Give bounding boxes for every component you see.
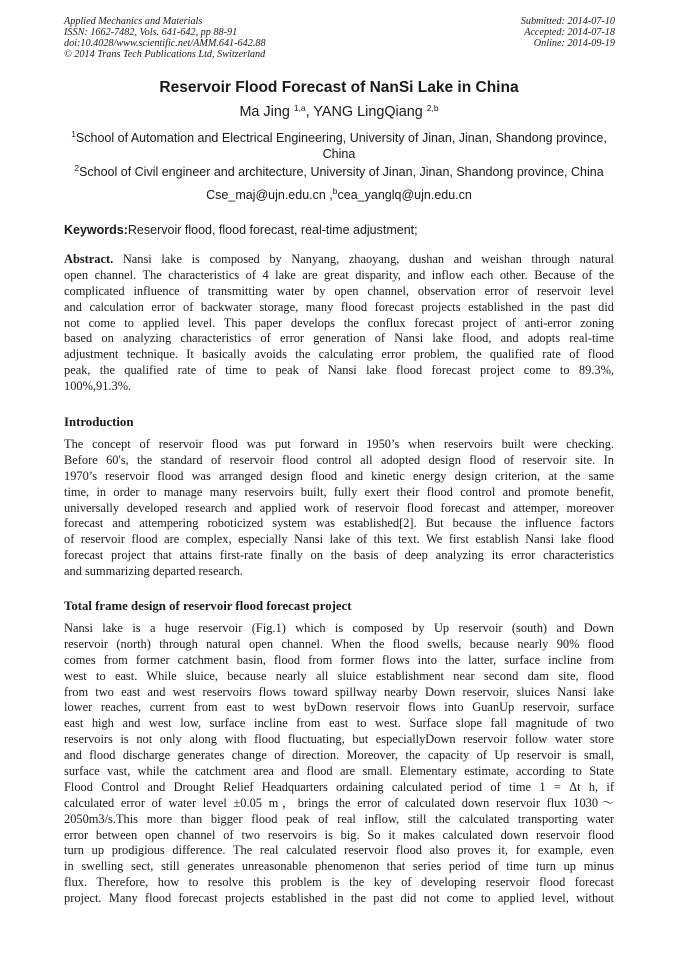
abstract-label: Abstract. [64,252,114,266]
total-frame-line: west to east. While sluice, because nearly all sluice establishment near second dam site, flood [64,668,614,683]
intro-line: forecast and attempering roboticized system was established[2]. But because the influence factors [64,516,614,531]
abstract-line: peak, the qualified rate of time to peak of Nansi lake flood forecast project come to 89.3%, [64,363,614,378]
online-date: Online: 2014-09-19 [533,38,615,49]
total-frame-line: 2050m3/s.This more than bigger flood peak of real inflow, still the calculated transporting water [64,811,614,826]
author-1-affiliation: 1,a [293,103,306,113]
total-frame-line: error between open channel of two reservoirs is big. So it makes calculated down reservoir flood [64,827,614,842]
intro-line: and summarizing departed research. [64,564,243,579]
paper-title: Reservoir Flood Forecast of NanSi Lake in China [159,79,519,96]
affiliation-1-text: School of Automation and Electrical Engineering, University of Jinan, Jinan, Shandong province, China [75,131,607,161]
total-frame-line: lower reaches, current from east to west byDown reservoir flows into GuanUp reservoir, surface [64,700,614,715]
abstract-line: complicated influence of transmitting water by open channel, observation error of reservoir level [64,283,614,298]
total-frame-section [64,621,614,907]
total-frame-line: reservoir (north) through natural open channel. When the flood swells, because nearly 90% flood [64,636,614,651]
total-frame-line: reservoirs is not only along with flood fluctuating, but especiallyDown reservoir follow water store [64,732,614,747]
keywords-label: Keywords: [64,223,128,237]
intro-line: The concept of reservoir flood was put forward in 1950’s when reservoirs built were checking. [64,437,614,451]
total-frame-line: project. Many flood forecast projects established in the past did not come to applied level, without [64,891,614,906]
author-1: Ma Jing [239,104,294,120]
intro-line: universally developed research and applied work of reservoir flood forecast and attemper, moreover [64,500,614,515]
intro-line: forecast project that attains first-rate finally on the basis of deep analyzing its error characteristics [64,548,614,563]
keywords [64,223,614,237]
issn-line: ISSN: 1662-7482, Vols. 641-642, pp 88-91 [64,27,238,38]
email-2: cea_yanglq@ujn.edu.cn [337,188,472,202]
total-frame-line: surface vast, while the catchment area and flood are small. Elementary estimate, according to State [64,764,614,779]
email-2-marker: b [332,186,338,196]
author-2-affiliation: 2,b [426,103,439,113]
author-separator: , [305,104,314,120]
keywords-text: Reservoir flood, flood forecast, real-time adjustment; [127,223,418,237]
author-2: YANG LingQiang [313,104,427,120]
abstract-line [64,252,614,268]
journal-name: Applied Mechanics and Materials [64,16,203,27]
abstract-line: open channel. The characteristics of 4 lake are great disparity, and inflow each other. Because of the [64,267,614,282]
total-frame-line: and flood discharge generates change of direction. Moreover, the capacity of Up reservoir is small, [64,748,614,763]
total-frame-line: Flood Control and Drought Relief Headquarters ordaining calculated period of time 1 = Δt h, if [64,779,614,794]
affiliation-2 [64,165,614,181]
submitted-date: Submitted: 2014-07-10 [520,16,615,27]
dates-header [521,16,615,49]
affiliation-2-marker: 2 [74,163,80,173]
introduction-heading: Introduction [64,415,134,429]
abstract-line: not come to applied level. This paper develops the conflux forecast project of anti-error zoning [64,315,614,330]
total-frame-line: flux. Therefore, how to resolve this problem is the key of developing reservoir flood forecast [64,875,614,890]
introduction-section [64,437,614,580]
total-frame-line: Nansi lake is a huge reservoir (Fig.1) which is composed by Up reservoir (south) and Down [64,621,614,635]
doi-line: doi:10.4028/www.scientific.net/AMM.641-642.88 [64,38,266,49]
total-frame-line: in swelling sect, still generates unreasonable phenomenon that series period of time turn up minus [64,859,614,874]
abstract-line: adjustment technique. It basically avoids the calculating error problem, the qualified rate of flood [64,347,614,362]
total-frame-line: calculated error of water level ±0.05 m，brings the error of calculated down reservoir flux 1030～ [64,795,614,810]
intro-line: 1970’s reservoir flood was arranged design flood and kinetic energy design criterion, at the same [64,468,614,483]
affiliation-1 [64,131,614,162]
affiliation-1-marker: 1 [71,129,76,139]
abstract-line-text: Nansi lake is composed by Nanyang, zhaoyang, dushan and weishan through natural [113,252,614,266]
total-frame-line: comes from former catchment basin, flood from former flows into the latter, surface incline from [64,652,614,667]
abstract-line: based on analyzing characteristics of error generation of Nansi lake flood, and adopts real-time [64,331,614,346]
affiliation-2-text: School of Civil engineer and architecture, University of Jinan, Jinan, Shandong province, China [79,165,604,179]
total-frame-line: east high and west low, surface incline from east to west. Surface slope fall magnitude of two [64,716,614,731]
journal-header [64,16,266,60]
intro-line: Before 60's, the standard of reservoir flood control all adopted design flood of reservoir site. In [64,452,614,467]
total-frame-line: from two east and west reservoirs flows toward spillway nearby Down reservoir, sluices Nansi lake [64,684,614,699]
author-list [0,104,678,120]
accepted-date: Accepted: 2014-07-18 [524,27,615,38]
copyright-line: © 2014 Trans Tech Publications Ltd, Switzerland [64,49,266,60]
abstract-line: 100%,91.3%. [64,379,132,394]
abstract-section [64,252,614,395]
intro-line: of reservoir flood are complex, especially Nansi lake of this text. We first establish Nansi lake flood [64,532,614,547]
email-1: Cse_maj@ujn.edu.cn , [206,188,333,202]
intro-line: time, in order to manage many reservoirs built, fully exert their flood control and promote benefit, [64,484,614,499]
total-frame-heading: Total frame design of reservoir flood forecast project [64,599,352,613]
total-frame-line: turn up prodigious difference. The real calculated reservoir flood also proves it, for example, even [64,843,614,858]
author-emails [0,188,678,202]
abstract-line: and calculation error of backwater storage, many flood forecast projects established in the past did [64,299,614,314]
